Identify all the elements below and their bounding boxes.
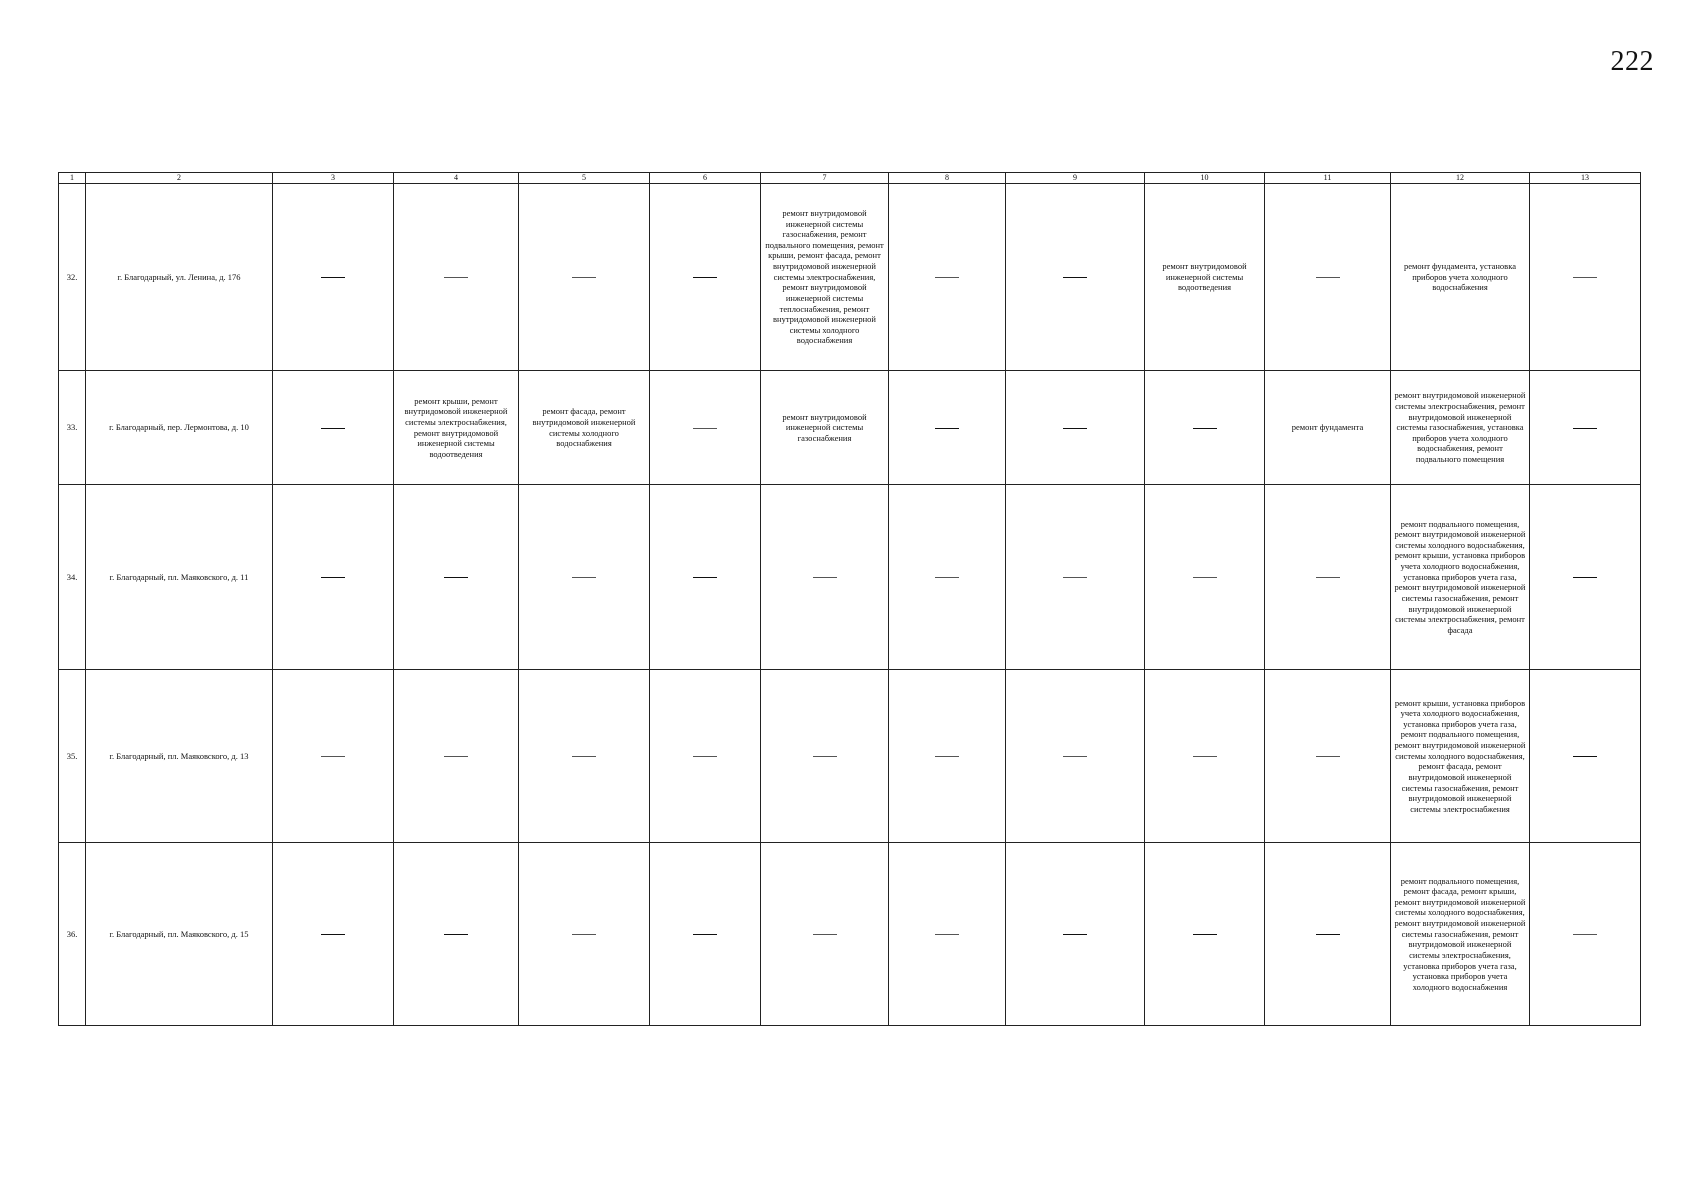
column-header: 5 bbox=[519, 173, 650, 184]
dash-cell bbox=[650, 184, 761, 371]
dash-cell bbox=[889, 843, 1006, 1026]
work-cell: ремонт внутридомовой инженерной системы водоотведения bbox=[1145, 184, 1265, 371]
dash-cell bbox=[1145, 843, 1265, 1026]
dash-mark bbox=[1193, 577, 1217, 578]
work-cell: ремонт внутридомовой инженерной системы электроснабжения, ремонт внутридомовой инженерной системы газоснабжения, установка приборов учета холодного водоснабжения, ремонт подвального помещения bbox=[1391, 371, 1530, 485]
dash-mark bbox=[572, 277, 596, 278]
dash-mark bbox=[693, 577, 717, 578]
column-header: 12 bbox=[1391, 173, 1530, 184]
dash-cell bbox=[889, 670, 1006, 843]
work-cell: ремонт внутридомовой инженерной системы газоснабжения, ремонт подвального помещения, ремонт крыши, ремонт фасада, ремонт внутридомовой инженерной системы электроснабжения, ремонт внутридомовой инженерной системы теплоснабжения, ремонт внутридомовой инженерной системы холодного водоснабжения bbox=[761, 184, 889, 371]
dash-cell bbox=[1265, 670, 1391, 843]
column-header: 4 bbox=[394, 173, 519, 184]
dash-mark bbox=[321, 577, 345, 578]
dash-mark bbox=[813, 934, 837, 935]
dash-mark bbox=[935, 756, 959, 757]
column-header: 13 bbox=[1530, 173, 1641, 184]
dash-mark bbox=[693, 428, 717, 429]
table-row bbox=[59, 184, 1641, 371]
dash-cell bbox=[394, 485, 519, 670]
dash-cell bbox=[761, 843, 889, 1026]
dash-mark bbox=[1316, 756, 1340, 757]
dash-mark bbox=[1573, 577, 1597, 578]
work-cell: ремонт фундамента bbox=[1265, 371, 1391, 485]
dash-mark bbox=[1193, 756, 1217, 757]
dash-mark bbox=[693, 277, 717, 278]
dash-cell bbox=[519, 485, 650, 670]
dash-cell bbox=[519, 843, 650, 1026]
dash-cell bbox=[1265, 485, 1391, 670]
row-number: 32. bbox=[59, 184, 86, 371]
dash-mark bbox=[572, 934, 596, 935]
column-header: 3 bbox=[273, 173, 394, 184]
dash-cell bbox=[650, 843, 761, 1026]
dash-cell bbox=[650, 371, 761, 485]
dash-mark bbox=[572, 577, 596, 578]
dash-mark bbox=[1573, 277, 1597, 278]
header-row bbox=[59, 173, 1641, 184]
dash-cell bbox=[519, 670, 650, 843]
work-cell: ремонт подвального помещения, ремонт внутридомовой инженерной системы холодного водоснабжения, ремонт крыши, установка приборов учета холодного водоснабжения, установка приборов учета газа, ремонт внутридомовой инженерной системы газоснабжения, ремонт внутридомовой инженерной системы электроснабжения, ремонт фасада bbox=[1391, 485, 1530, 670]
dash-cell bbox=[1530, 371, 1641, 485]
work-cell: ремонт внутридомовой инженерной системы газоснабжения bbox=[761, 371, 889, 485]
column-header: 9 bbox=[1006, 173, 1145, 184]
dash-mark bbox=[1063, 277, 1087, 278]
work-cell: ремонт крыши, установка приборов учета холодного водоснабжения, установка приборов учета газа, ремонт подвального помещения, ремонт внутридомовой инженерной системы холодного водоснабжения, ремонт фасада, ремонт внутридомовой инженерной системы газоснабжения, ремонт внутридомовой инженерной системы электроснабжения bbox=[1391, 670, 1530, 843]
dash-cell bbox=[1530, 485, 1641, 670]
dash-cell bbox=[1530, 670, 1641, 843]
dash-mark bbox=[1316, 577, 1340, 578]
column-header: 2 bbox=[86, 173, 273, 184]
dash-cell bbox=[1006, 485, 1145, 670]
dash-mark bbox=[1063, 577, 1087, 578]
dash-mark bbox=[444, 277, 468, 278]
dash-cell bbox=[1006, 843, 1145, 1026]
dash-cell bbox=[1145, 670, 1265, 843]
dash-cell bbox=[889, 371, 1006, 485]
dash-cell bbox=[1265, 184, 1391, 371]
dash-mark bbox=[321, 756, 345, 757]
dash-mark bbox=[321, 428, 345, 429]
table-row bbox=[59, 670, 1641, 843]
column-header: 6 bbox=[650, 173, 761, 184]
dash-cell bbox=[761, 670, 889, 843]
column-header: 11 bbox=[1265, 173, 1391, 184]
dash-mark bbox=[813, 577, 837, 578]
dash-mark bbox=[1573, 934, 1597, 935]
dash-cell bbox=[394, 670, 519, 843]
dash-cell bbox=[1530, 184, 1641, 371]
dash-mark bbox=[813, 756, 837, 757]
dash-cell bbox=[394, 843, 519, 1026]
dash-cell bbox=[273, 843, 394, 1026]
dash-mark bbox=[1193, 428, 1217, 429]
table-row bbox=[59, 371, 1641, 485]
dash-cell bbox=[273, 670, 394, 843]
address-cell: г. Благодарный, пл. Маяковского, д. 11 bbox=[86, 485, 273, 670]
dash-mark bbox=[321, 934, 345, 935]
dash-cell bbox=[650, 670, 761, 843]
dash-mark bbox=[321, 277, 345, 278]
row-number: 35. bbox=[59, 670, 86, 843]
dash-mark bbox=[1193, 934, 1217, 935]
dash-mark bbox=[935, 577, 959, 578]
column-header: 1 bbox=[59, 173, 86, 184]
dash-mark bbox=[572, 756, 596, 757]
dash-cell bbox=[889, 184, 1006, 371]
address-cell: г. Благодарный, пл. Маяковского, д. 13 bbox=[86, 670, 273, 843]
column-number-header bbox=[59, 173, 1641, 184]
dash-cell bbox=[889, 485, 1006, 670]
dash-cell bbox=[394, 184, 519, 371]
row-number: 33. bbox=[59, 371, 86, 485]
dash-cell bbox=[1006, 371, 1145, 485]
table-row bbox=[59, 843, 1641, 1026]
dash-cell bbox=[1145, 371, 1265, 485]
dash-cell bbox=[519, 184, 650, 371]
dash-mark bbox=[1573, 428, 1597, 429]
dash-mark bbox=[935, 428, 959, 429]
dash-mark bbox=[444, 934, 468, 935]
dash-cell bbox=[761, 485, 889, 670]
dash-cell bbox=[273, 485, 394, 670]
dash-mark bbox=[1573, 756, 1597, 757]
work-cell: ремонт фундамента, установка приборов учета холодного водоснабжения bbox=[1391, 184, 1530, 371]
dash-cell bbox=[1145, 485, 1265, 670]
work-cell: ремонт крыши, ремонт внутридомовой инженерной системы электроснабжения, ремонт внутридомовой инженерной системы водоотведения bbox=[394, 371, 519, 485]
address-cell: г. Благодарный, пер. Лермонтова, д. 10 bbox=[86, 371, 273, 485]
column-header: 10 bbox=[1145, 173, 1265, 184]
row-number: 34. bbox=[59, 485, 86, 670]
dash-cell bbox=[1530, 843, 1641, 1026]
dash-mark bbox=[935, 934, 959, 935]
dash-cell bbox=[650, 485, 761, 670]
dash-mark bbox=[1063, 934, 1087, 935]
dash-mark bbox=[693, 756, 717, 757]
dash-mark bbox=[935, 277, 959, 278]
dash-cell bbox=[273, 371, 394, 485]
row-number: 36. bbox=[59, 843, 86, 1026]
dash-mark bbox=[444, 756, 468, 757]
address-cell: г. Благодарный, пл. Маяковского, д. 15 bbox=[86, 843, 273, 1026]
table-row bbox=[59, 485, 1641, 670]
dash-mark bbox=[1316, 934, 1340, 935]
dash-mark bbox=[693, 934, 717, 935]
column-header: 8 bbox=[889, 173, 1006, 184]
dash-mark bbox=[1063, 428, 1087, 429]
dash-mark bbox=[444, 577, 468, 578]
column-header: 7 bbox=[761, 173, 889, 184]
page-number: 222 bbox=[1610, 46, 1654, 77]
repair-program-table bbox=[58, 172, 1641, 1026]
dash-cell bbox=[1006, 670, 1145, 843]
address-cell: г. Благодарный, ул. Ленина, д. 176 bbox=[86, 184, 273, 371]
work-cell: ремонт фасада, ремонт внутридомовой инженерной системы холодного водоснабжения bbox=[519, 371, 650, 485]
work-cell: ремонт подвального помещения, ремонт фасада, ремонт крыши, ремонт внутридомовой инженерной системы холодного водоснабжения, ремонт внутридомовой инженерной системы газоснабжения, ремонт внутридомовой инженерной системы электроснабжения, установка приборов учета газа, установка приборов учета холодного водоснабжения bbox=[1391, 843, 1530, 1026]
dash-mark bbox=[1316, 277, 1340, 278]
dash-cell bbox=[1006, 184, 1145, 371]
dash-cell bbox=[273, 184, 394, 371]
dash-cell bbox=[1265, 843, 1391, 1026]
dash-mark bbox=[1063, 756, 1087, 757]
